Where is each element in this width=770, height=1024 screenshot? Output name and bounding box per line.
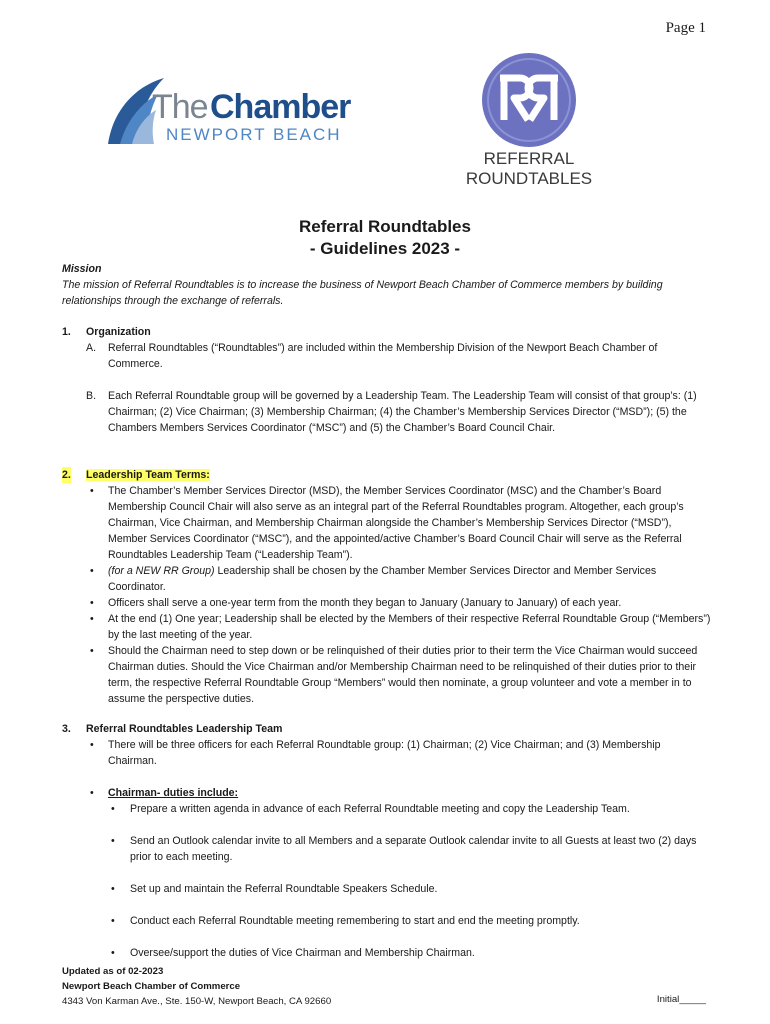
- chamber-logo-sub: NEWPORT BEACH: [166, 125, 342, 144]
- section-number: 2.: [62, 469, 71, 481]
- initial-field: Initial_____: [656, 994, 706, 1005]
- chamber-logo-word-chamber: Chamber: [210, 88, 351, 126]
- section-heading: [62, 721, 712, 737]
- item-text: Each Referral Roundtable group will be governed by a Leadership Team. The Leadership Team will consist of that group’s: (1) Chairman; (2) Vice Chairman; (3) Membership Chairman; (4) the Chamber’s Membership Services Director (“MSD”); (5) the Chambers Members Services Coordinator (“MSC”) and (5) the Chamber’s Board Council Chair.: [108, 390, 697, 434]
- list-item: [62, 563, 712, 595]
- list-item: • Should the Chairman need to step down or be relinquished of their duties prior to their term the Vice Chairman would succeed Chairman duties. Should the Vice Chairman and/or Membership Chairman need to be relinquished of their duties prior to their term, the respective Referral Roundtable Group “Members” would then nominate, a group volunteer and vote a member in to assume the perspective duties.: [62, 643, 712, 707]
- list-item: • The Chamber’s Member Services Director (MSD), the Member Services Coordinator (MSC) and the Chamber’s Board Membership Council Chair will also serve as an integral part of the Referral Roundtables program. Altogether, each group’s Chairman, Vice Chairman, and Membership Chairman alongside the Chamber’s Membership Services Director (“MSD”), Member Services Coordinator (“MSC”), and the appointed/active Chamber’s Board Council Chair will serve as the Referral Roundtables Leadership Team (“Leadership Team”).: [62, 483, 712, 563]
- section-number: 1.: [62, 326, 71, 338]
- section-leadership-terms: [62, 467, 712, 707]
- list-item: • Officers shall serve a one-year term from the month they began to January (January to January) of each year.: [62, 595, 712, 611]
- document-subtitle: - Guidelines 2023 -: [309, 239, 461, 258]
- chamber-logo-word-the: The: [152, 88, 208, 126]
- mission-block: [62, 261, 712, 309]
- footer-updated: Updated as of 02-2023: [62, 966, 164, 977]
- chamber-logo: [106, 76, 368, 148]
- duty-item: • Conduct each Referral Roundtable meeting remembering to start and end the meeting promptly.: [62, 913, 712, 929]
- list-item: • There will be three officers for each Referral Roundtable group: (1) Chairman; (2) Vice Chairman; and (3) Membership Chairman.: [62, 737, 712, 769]
- rr-logo-line2: ROUNDTABLES: [465, 169, 593, 188]
- section-title: Organization: [86, 326, 151, 338]
- item-letter: A.: [86, 342, 97, 354]
- mission-text: The mission of Referral Roundtables is to increase the business of Newport Beach Chamber of Commerce members by building relationships through the exchange of referrals.: [62, 279, 663, 307]
- section-title: Leadership Team Terms:: [86, 469, 210, 481]
- item-text: Leadership shall be chosen by the Chamber Member Services Director and Member Services Coordinator.: [108, 565, 657, 593]
- footer-address: 4343 Von Karman Ave., Ste. 150-W, Newport Beach, CA 92660: [62, 996, 332, 1007]
- rr-logo-line1: REFERRAL: [483, 149, 575, 168]
- chairman-duties-heading: Chairman- duties include:: [108, 787, 239, 799]
- item-letter: B.: [86, 390, 97, 402]
- page-number: Page 1: [665, 20, 706, 36]
- list-item: [62, 340, 712, 372]
- item-text: Referral Roundtables (“Roundtables”) are included within the Membership Division of the Newport Beach Chamber of Commerce.: [108, 342, 658, 370]
- list-item: [62, 785, 712, 801]
- footer-org: Newport Beach Chamber of Commerce: [62, 981, 241, 992]
- section-leadership-team: [62, 721, 712, 961]
- mission-label: Mission: [62, 263, 102, 275]
- list-item: • At the end (1) One year; Leadership shall be elected by the Members of their respective Referral Roundtable Group (“Members”) by the last meeting of the year.: [62, 611, 712, 643]
- list-item: [62, 388, 712, 436]
- footer: [62, 964, 331, 1009]
- duty-item: • Oversee/support the duties of Vice Chairman and Membership Chairman.: [62, 945, 712, 961]
- section-heading: [62, 324, 712, 340]
- section-organization: [62, 324, 712, 436]
- section-title: Referral Roundtables Leadership Team: [86, 723, 283, 735]
- duty-item: • Prepare a written agenda in advance of each Referral Roundtable meeting and copy the Leadership Team.: [62, 801, 712, 817]
- section-number: 3.: [62, 723, 71, 735]
- duty-item: • Set up and maintain the Referral Roundtable Speakers Schedule.: [62, 881, 712, 897]
- document-title: Referral Roundtables: [299, 217, 471, 236]
- referral-roundtables-logo: [456, 52, 602, 192]
- item-italic-prefix: (for a NEW RR Group): [108, 565, 215, 577]
- section-heading: [62, 467, 712, 483]
- duty-item: • Send an Outlook calendar invite to all Members and a separate Outlook calendar invite to all Guests at least two (2) days prior to each meeting.: [62, 833, 712, 865]
